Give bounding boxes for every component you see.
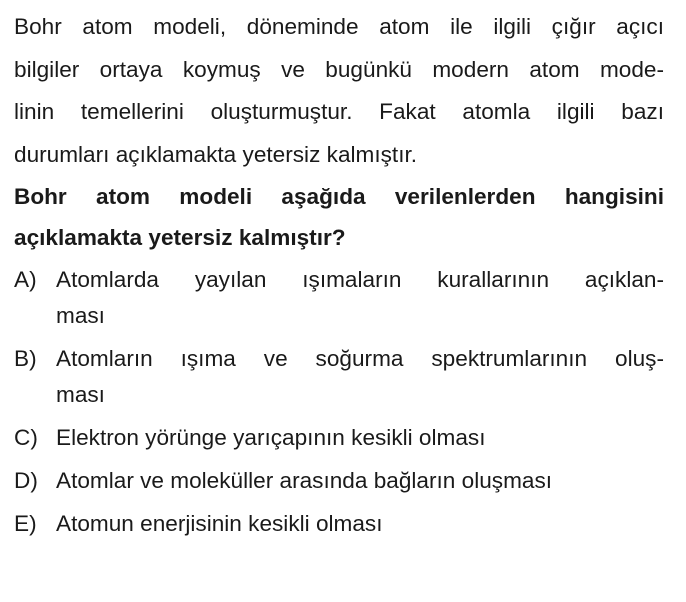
option-text	[56, 344, 664, 410]
stem-line: linin temellerini oluşturmuştur. Fakat atomla ilgili bazı	[14, 99, 664, 124]
option-text	[56, 466, 664, 496]
option-letter: A)	[14, 267, 37, 292]
question-prompt	[14, 182, 664, 253]
option-letter: C)	[14, 425, 38, 450]
stem-line: bilgiler ortaya koymuş ve bugünkü modern atom mode-	[14, 56, 664, 82]
stem-line: durumları açıklamakta yetersiz kalmıştır.	[14, 141, 418, 167]
option-letter: E)	[14, 511, 37, 536]
option-line: Atomlarda yayılan ışımaların kurallarının açıklan-	[56, 267, 664, 292]
option-b[interactable]	[14, 344, 664, 410]
option-line: Atomlar ve moleküller arasında bağların oluşması	[56, 468, 553, 493]
question-line: Bohr atom modeli aşağıda verilenlerden hangisini	[14, 184, 664, 209]
question-stem	[14, 12, 664, 170]
option-line: ması	[56, 303, 105, 328]
answer-options	[14, 265, 664, 539]
option-e[interactable]	[14, 509, 664, 539]
option-c[interactable]	[14, 423, 664, 453]
option-letter: D)	[14, 468, 38, 493]
option-line: Atomların ışıma ve soğurma spektrumlarının oluş-	[56, 346, 664, 371]
stem-line: Bohr atom modeli, döneminde atom ile ilgili çığır açıcı	[14, 14, 664, 39]
option-a[interactable]	[14, 265, 664, 331]
option-letter: B)	[14, 346, 37, 371]
option-text	[56, 265, 664, 331]
option-line: ması	[56, 382, 105, 407]
option-text	[56, 509, 664, 539]
option-d[interactable]	[14, 466, 664, 496]
question-line: açıklamakta yetersiz kalmıştır?	[14, 225, 346, 250]
option-text	[56, 423, 664, 453]
option-line: Atomun enerjisinin kesikli olması	[56, 511, 383, 536]
option-line: Elektron yörünge yarıçapının kesikli olması	[56, 425, 486, 450]
question-page	[14, 12, 664, 552]
